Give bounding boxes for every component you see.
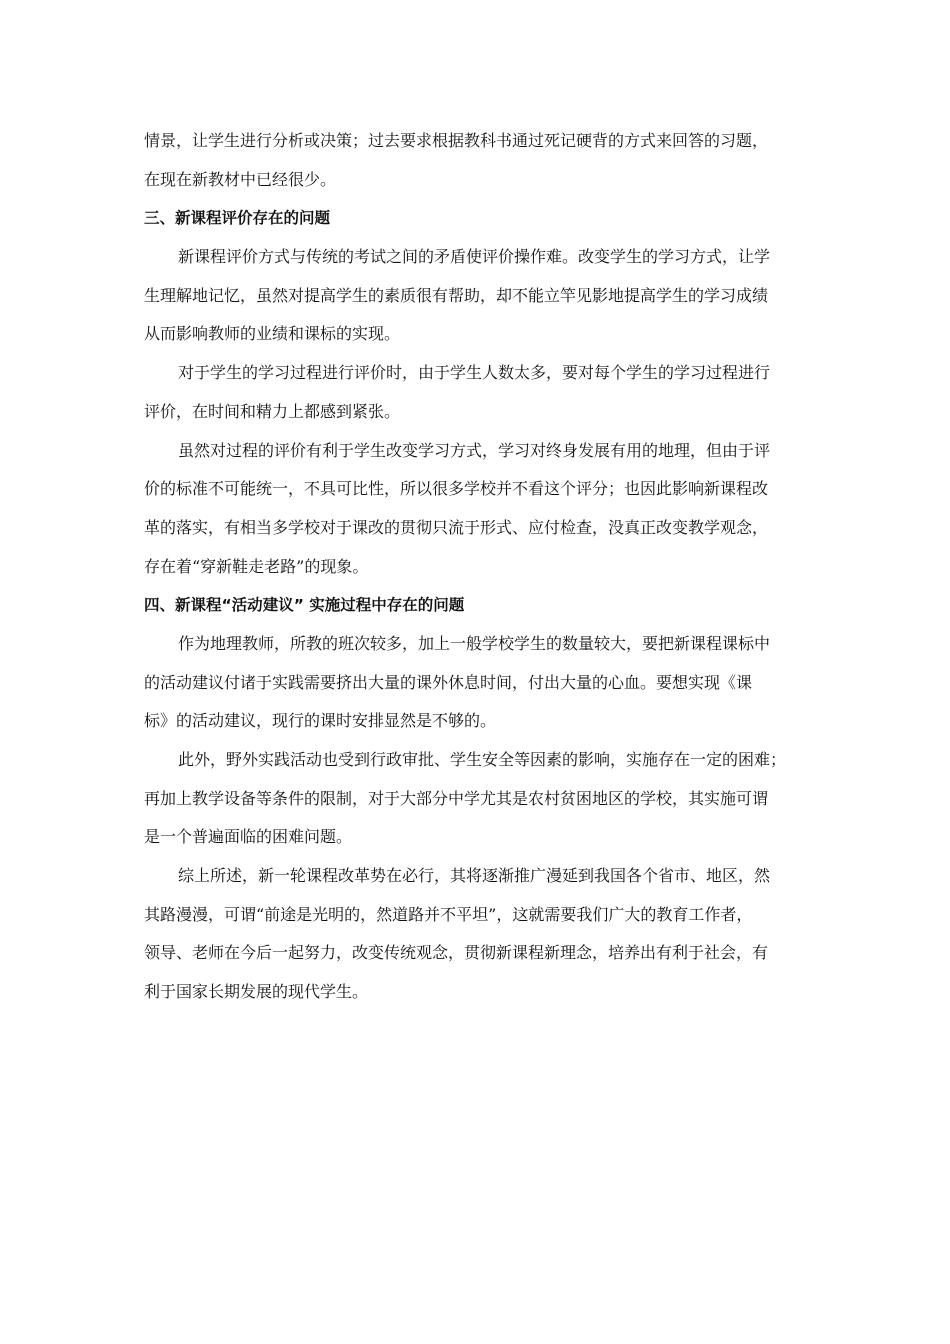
text-line: 利于国家长期发展的现代学生。: [144, 982, 369, 1002]
section-heading-3: 三、新课程评价存在的问题: [144, 209, 331, 228]
paragraph-start: 对于学生的学习过程进行评价时，由于学生人数太多，要对每个学生的学习过程进行: [178, 363, 771, 383]
paragraph-start: 作为地理教师，所教的班次较多，加上一般学校学生的数量较大，要把新课程课标中: [178, 633, 771, 653]
paragraph-start: 此外，野外实践活动也受到行政审批、学生安全等因素的影响，实施存在一定的困难；: [178, 750, 787, 769]
text-line: 在现在新教材中已经很少。: [144, 169, 337, 189]
text-line: 评价，在时间和精力上都感到紧张。: [144, 401, 401, 421]
text-line: 情景，让学生进行分析或决策；过去要求根据教科书通过死记硬背的方式来回答的习题，: [144, 131, 769, 150]
paragraph-start: 综上所述，新一轮课程改革势在必行，其将逐渐推广漫延到我国各个省市、地区，然: [178, 866, 771, 886]
text-line: 生理解地记忆，虽然对提高学生的素质很有帮助，却不能立竿见影地提高学生的学习成绩: [144, 285, 769, 305]
text-line: 存在着“穿新鞋走老路”的现象。: [144, 556, 369, 576]
text-line: 是一个普遍面临的困难问题。: [144, 827, 353, 847]
document-page: [144, 122, 812, 1012]
text-line: 的活动建议付诸于实践需要挤出大量的课外休息时间，付出大量的心血。要想实现《课: [144, 672, 753, 692]
paragraph-start: 虽然对过程的评价有利于学生改变学习方式，学习对终身发展有用的地理，但由于评: [178, 440, 771, 460]
text-line: 领导、老师在今后一起努力，改变传统观念，贯彻新课程新理念，培养出有利于社会，有: [144, 943, 769, 963]
text-line: 从而影响教师的业绩和课标的实现。: [144, 324, 401, 344]
section-heading-4: 四、新课程“活动建议” 实施过程中存在的问题: [144, 596, 465, 615]
paragraph-start: 新课程评价方式与传统的考试之间的矛盾使评价操作难。改变学生的学习方式，让学: [178, 247, 771, 267]
text-line: 其路漫漫，可谓“前途是光明的，然道路并不平坦”，这就需要我们广大的教育工作者，: [144, 904, 753, 924]
text-line: 标》的活动建议，现行的课时安排显然是不够的。: [144, 711, 497, 731]
text-line: 革的落实，有相当多学校对于课改的贯彻只流于形式、应付检查，没真正改变教学观念，: [144, 517, 769, 537]
text-line: 再加上教学设备等条件的限制，对于大部分中学尤其是农村贫困地区的学校，其实施可谓: [144, 788, 769, 808]
text-line: 价的标准不可能统一，不具可比性，所以很多学校并不看这个评分；也因此影响新课程改: [144, 479, 769, 499]
